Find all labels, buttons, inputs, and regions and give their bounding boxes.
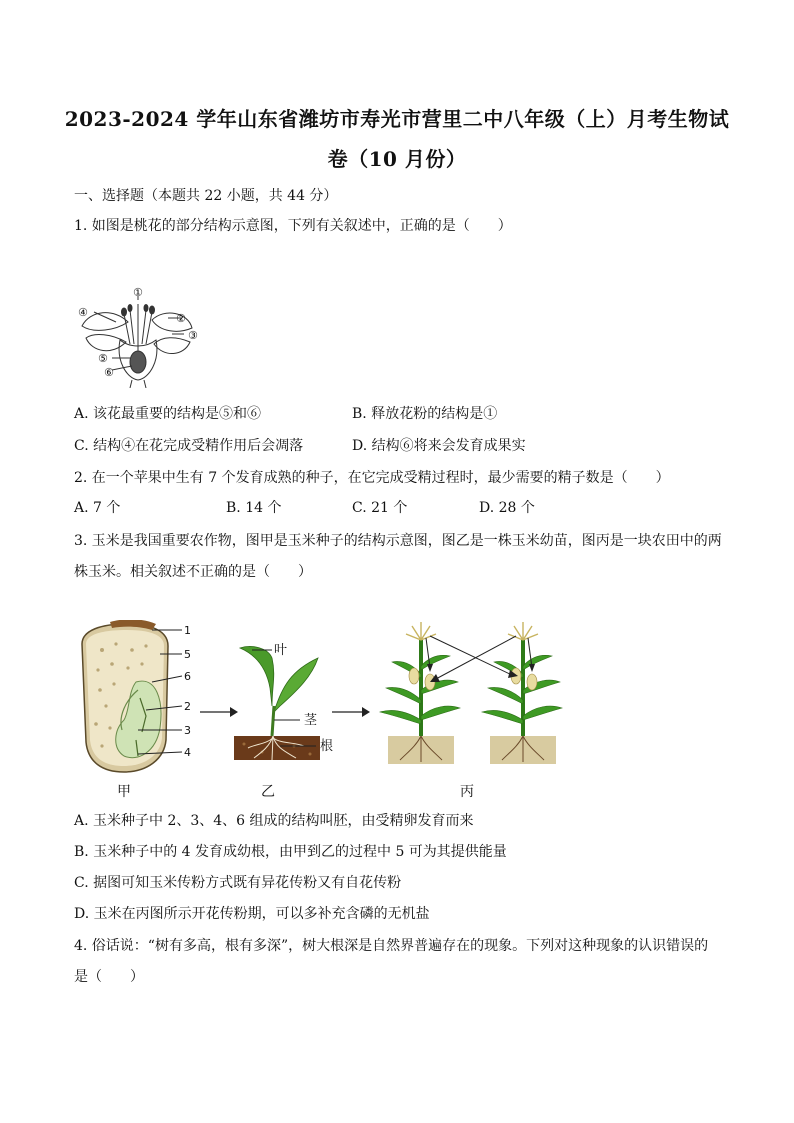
- page-title-line1: 2023-2024 学年山东省潍坊市寿光市营里二中八年级（上）月考生物试: [64, 107, 730, 131]
- q3-option-b[interactable]: B. 玉米种子中的 4 发育成幼根，由甲到乙的过程中 5 可为其提供能量: [74, 844, 507, 860]
- q1-option-c[interactable]: C. 结构④在花完成受精作用后会凋落: [74, 438, 304, 454]
- caption-jia: 甲: [117, 784, 131, 800]
- seed-label-1: 1: [184, 624, 191, 637]
- seed-label-4: 4: [184, 746, 191, 759]
- corn-seed-diagram: [72, 620, 202, 780]
- corn-seedling-diagram: [232, 636, 352, 766]
- caption-bing: 丙: [460, 784, 474, 800]
- arrow-yi-to-bing: [330, 705, 372, 719]
- flower-label-5: ⑤: [98, 352, 108, 365]
- seedling-label-leaf: 叶: [274, 643, 288, 658]
- seedling-label-root: 根: [320, 739, 334, 754]
- flower-label-6: ⑥: [104, 366, 114, 379]
- seed-label-6: 6: [184, 670, 191, 683]
- q2-option-d[interactable]: D. 28 个: [479, 500, 535, 516]
- flower-label-1: ①: [133, 286, 143, 299]
- q1-option-b[interactable]: B. 释放花粉的结构是①: [352, 406, 498, 422]
- q2-option-b[interactable]: B. 14 个: [226, 500, 282, 516]
- q2-option-c[interactable]: C. 21 个: [352, 500, 408, 516]
- seedling-label-stem: 茎: [304, 713, 318, 728]
- caption-yi: 乙: [261, 784, 275, 800]
- flower-label-3: ③: [188, 329, 198, 342]
- two-corn-plants-diagram: [378, 620, 564, 770]
- seed-label-2: 2: [184, 700, 191, 713]
- q3-option-d[interactable]: D. 玉米在丙图所示开花传粉期，可以多补充含磷的无机盐: [74, 906, 430, 922]
- q2-option-a[interactable]: A. 7 个: [74, 500, 121, 516]
- q1-stem: 1. 如图是桃花的部分结构示意图，下列有关叙述中，正确的是（ ）: [74, 218, 512, 234]
- seed-label-5: 5: [184, 648, 191, 661]
- q2-stem: 2. 在一个苹果中生有 7 个发育成熟的种子，在它完成受精过程时，最少需要的精子数是（ ）: [74, 470, 670, 486]
- section-heading: 一、选择题（本题共 22 小题，共 44 分）: [74, 188, 338, 204]
- flower-label-4: ④: [78, 306, 88, 319]
- page-title-line2: 卷（10 月份）: [327, 147, 467, 171]
- q4-stem-line2: 是（ ）: [74, 969, 144, 985]
- q1-option-d[interactable]: D. 结构⑥将来会发育成果实: [352, 438, 526, 454]
- seed-label-3: 3: [184, 724, 191, 737]
- q4-stem-line1: 4. 俗话说：“树有多高，根有多深”，树大根深是自然界普遍存在的现象。下列对这种现象的认识错误的: [74, 938, 709, 954]
- q3-option-c[interactable]: C. 据图可知玉米传粉方式既有异花传粉又有自花传粉: [74, 875, 402, 891]
- q3-stem-line2: 株玉米。相关叙述不正确的是（ ）: [74, 564, 312, 580]
- q3-stem-line1: 3. 玉米是我国重要农作物，图甲是玉米种子的结构示意图，图乙是一株玉米幼苗，图丙是一块农田中的两: [74, 533, 722, 549]
- flower-label-2: ②: [176, 312, 186, 325]
- q3-option-a[interactable]: A. 玉米种子中 2、3、4、6 组成的结构叫胚，由受精卵发育而来: [74, 813, 474, 829]
- q1-option-a[interactable]: A. 该花最重要的结构是⑤和⑥: [74, 406, 262, 422]
- peach-flower-diagram: [72, 282, 207, 388]
